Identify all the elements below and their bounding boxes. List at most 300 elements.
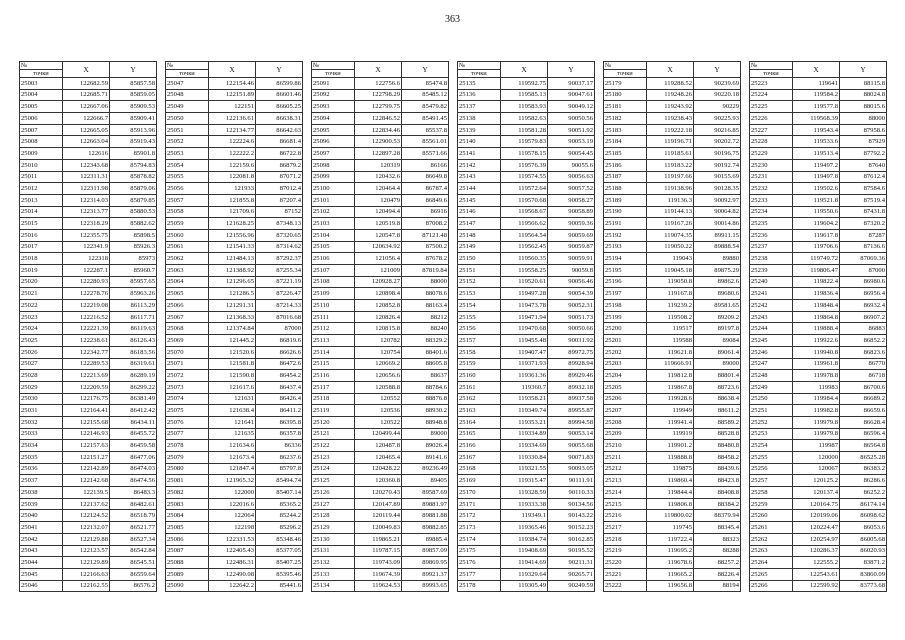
- point-number: 25237: [750, 241, 793, 253]
- x-coordinate: 122313.77: [63, 206, 110, 218]
- table-row: [604, 358, 741, 370]
- point-number: 25105: [312, 241, 355, 253]
- table-row: [166, 218, 303, 230]
- x-coordinate: 122137.62: [63, 498, 110, 510]
- point-number: 25073: [166, 381, 209, 393]
- table-row: [166, 475, 303, 487]
- x-coordinate: 120464.4: [355, 183, 402, 195]
- y-coordinate: 90202.72: [694, 136, 741, 148]
- x-coordinate: 120286.37: [793, 545, 840, 557]
- y-coordinate: 89937.58: [548, 393, 595, 405]
- y-coordinate: 86119.63: [110, 323, 157, 335]
- table-row: [20, 276, 157, 288]
- x-coordinate: 121635: [209, 428, 256, 440]
- x-coordinate: 119919: [647, 428, 694, 440]
- point-number: 25213: [604, 475, 647, 487]
- point-number: 25136: [458, 89, 501, 101]
- table-row: [312, 300, 449, 312]
- point-number: 25058: [166, 206, 209, 218]
- point-number: 25132: [312, 557, 355, 569]
- y-coordinate: 90053.14: [548, 428, 595, 440]
- table-row: [20, 522, 157, 534]
- y-coordinate: 90211.31: [548, 557, 595, 569]
- x-coordinate: 120067: [793, 463, 840, 475]
- point-number: 25133: [312, 568, 355, 580]
- x-coordinate: 119329.64: [501, 568, 548, 580]
- point-number: 25056: [166, 183, 209, 195]
- x-coordinate: 119497.8: [793, 171, 840, 183]
- x-coordinate: 122166.63: [63, 568, 110, 580]
- point-number: 25258: [750, 487, 793, 499]
- table-row: [604, 194, 741, 206]
- y-coordinate: 90050.56: [548, 113, 595, 125]
- table-row: [166, 487, 303, 499]
- table-row: [20, 381, 157, 393]
- table-row: [312, 253, 449, 265]
- y-coordinate: 86336: [256, 440, 303, 452]
- y-coordinate: 87612.4: [840, 171, 887, 183]
- table-row: [166, 159, 303, 171]
- point-number: 25116: [312, 370, 355, 382]
- point-number: 25141: [458, 148, 501, 160]
- y-coordinate: 85963.26: [110, 288, 157, 300]
- point-number: 25264: [750, 557, 793, 569]
- y-coordinate: 86299.22: [110, 381, 157, 393]
- y-coordinate: 88528.8: [694, 428, 741, 440]
- table-row: [20, 206, 157, 218]
- x-coordinate: 119144.13: [647, 206, 694, 218]
- y-coordinate: 90195.52: [548, 545, 595, 557]
- x-coordinate: 122846.52: [355, 113, 402, 125]
- y-coordinate: 88638.4: [694, 393, 741, 405]
- table-row: [750, 253, 887, 265]
- table-row: [20, 136, 157, 148]
- x-coordinate: 119806.47: [793, 265, 840, 277]
- x-coordinate: 119984.4: [793, 393, 840, 405]
- y-coordinate: 89857.09: [402, 545, 449, 557]
- table-row: [458, 159, 595, 171]
- x-coordinate: 119197.66: [647, 171, 694, 183]
- point-number: 25183: [604, 124, 647, 136]
- x-coordinate: 119471.94: [501, 311, 548, 323]
- point-number: 25128: [312, 510, 355, 522]
- table-row: [458, 288, 595, 300]
- point-number: 25087: [166, 545, 209, 557]
- table-row: [312, 428, 449, 440]
- point-number: 25197: [604, 288, 647, 300]
- point-number: 25239: [750, 265, 793, 277]
- point-number: 25180: [604, 89, 647, 101]
- y-coordinate: 89881.97: [402, 498, 449, 510]
- x-coordinate: 119330.84: [501, 452, 548, 464]
- y-coordinate: 86819.6: [256, 335, 303, 347]
- table-row: [458, 171, 595, 183]
- header-y: Y: [840, 62, 887, 78]
- point-number: 25179: [604, 78, 647, 90]
- y-coordinate: 86559.64: [110, 568, 157, 580]
- x-coordinate: 120000: [793, 452, 840, 464]
- point-number: 25247: [750, 358, 793, 370]
- y-coordinate: 86020.93: [840, 545, 887, 557]
- y-coordinate: 90249.59: [548, 580, 595, 592]
- point-number: 25110: [312, 300, 355, 312]
- table-row: [750, 510, 887, 522]
- x-coordinate: 119334.69: [501, 440, 548, 452]
- point-number: 25163: [458, 405, 501, 417]
- table-row: [458, 428, 595, 440]
- x-coordinate: 119961.8: [793, 358, 840, 370]
- y-coordinate: 85909.41: [110, 113, 157, 125]
- point-number: 25192: [604, 229, 647, 241]
- point-number: 25142: [458, 159, 501, 171]
- table-row: [166, 440, 303, 452]
- table-row: [604, 206, 741, 218]
- table-row: [750, 124, 887, 136]
- table-row: [312, 288, 449, 300]
- y-coordinate: 87314.62: [256, 241, 303, 253]
- x-coordinate: 119315.47: [501, 475, 548, 487]
- point-number: 25015: [20, 218, 63, 230]
- x-coordinate: 119558.25: [501, 265, 548, 277]
- x-coordinate: 122129.89: [63, 557, 110, 569]
- y-coordinate: 87121.48: [402, 229, 449, 241]
- point-number: 25018: [20, 253, 63, 265]
- x-coordinate: 119864.8: [793, 311, 840, 323]
- y-coordinate: 87431.8: [840, 206, 887, 218]
- point-number: 25160: [458, 370, 501, 382]
- y-coordinate: 88401.6: [402, 346, 449, 358]
- y-coordinate: 90155.69: [694, 171, 741, 183]
- table-row: [312, 370, 449, 382]
- header-tochki: точки: [458, 70, 501, 78]
- x-coordinate: 122064: [209, 510, 256, 522]
- y-coordinate: 88240: [402, 323, 449, 335]
- point-number: 25214: [604, 487, 647, 499]
- y-coordinate: 85244.2: [256, 510, 303, 522]
- point-number: 25055: [166, 171, 209, 183]
- x-coordinate: 121520.6: [209, 346, 256, 358]
- point-number: 25099: [312, 171, 355, 183]
- point-number: 25138: [458, 113, 501, 125]
- y-coordinate: 90037.17: [548, 78, 595, 90]
- y-coordinate: 90192.74: [694, 159, 741, 171]
- y-coordinate: 85957.65: [110, 276, 157, 288]
- y-coordinate: 88784.6: [402, 381, 449, 393]
- table-row: [166, 288, 303, 300]
- point-number: 25020: [20, 276, 63, 288]
- y-coordinate: 88384.2: [694, 498, 741, 510]
- table-row: [750, 522, 887, 534]
- y-coordinate: 86474.56: [110, 475, 157, 487]
- y-coordinate: 86883: [840, 323, 887, 335]
- x-coordinate: 119365.46: [501, 522, 548, 534]
- x-coordinate: 119321.55: [501, 463, 548, 475]
- x-coordinate: 119578.15: [501, 148, 548, 160]
- y-coordinate: 89869.95: [402, 557, 449, 569]
- point-number: 25100: [312, 183, 355, 195]
- point-number: 25188: [604, 183, 647, 195]
- x-coordinate: 122756.6: [355, 78, 402, 90]
- y-coordinate: 85395.46: [256, 568, 303, 580]
- x-coordinate: 121056.4: [355, 253, 402, 265]
- x-coordinate: 121581.8: [209, 358, 256, 370]
- point-number: 25161: [458, 381, 501, 393]
- y-coordinate: 86166: [402, 159, 449, 171]
- y-coordinate: 89994.58: [548, 416, 595, 428]
- x-coordinate: 122289.53: [63, 358, 110, 370]
- x-coordinate: 119222.18: [647, 124, 694, 136]
- header-tochki: точки: [20, 70, 63, 78]
- y-coordinate: 88194: [694, 580, 741, 592]
- point-number: 25072: [166, 370, 209, 382]
- y-coordinate: 86319.61: [110, 358, 157, 370]
- table-row: [750, 533, 887, 545]
- point-number: 25117: [312, 381, 355, 393]
- point-number: 25146: [458, 206, 501, 218]
- table-row: [312, 148, 449, 160]
- x-coordinate: 122318.29: [63, 218, 110, 230]
- y-coordinate: 88024.8: [840, 89, 887, 101]
- y-coordinate: 90055.68: [548, 440, 595, 452]
- x-coordinate: 122224.6: [209, 136, 256, 148]
- table-row: [20, 568, 157, 580]
- y-coordinate: 89084: [694, 335, 741, 347]
- y-coordinate: 90047.61: [548, 89, 595, 101]
- y-coordinate: 88408.8: [694, 487, 741, 499]
- x-coordinate: 120499.44: [355, 428, 402, 440]
- point-number: 25211: [604, 452, 647, 464]
- point-number: 25150: [458, 253, 501, 265]
- table-row: [312, 498, 449, 510]
- point-number: 25254: [750, 440, 793, 452]
- point-number: 25103: [312, 218, 355, 230]
- coordinates-table-2: [165, 61, 303, 592]
- table-row: [312, 545, 449, 557]
- point-number: 25066: [166, 300, 209, 312]
- point-number: 25143: [458, 171, 501, 183]
- x-coordinate: 122000: [209, 487, 256, 499]
- x-coordinate: 119568.39: [793, 113, 840, 125]
- table-row: [312, 113, 449, 125]
- y-coordinate: 86542.84: [110, 545, 157, 557]
- x-coordinate: 119666.91: [647, 358, 694, 370]
- x-coordinate: 119901.2: [647, 440, 694, 452]
- y-coordinate: 86718: [840, 370, 887, 382]
- table-row: [312, 124, 449, 136]
- point-number: 25070: [166, 346, 209, 358]
- y-coordinate: 86852.2: [840, 335, 887, 347]
- y-coordinate: 89928.94: [548, 358, 595, 370]
- table-row: [458, 206, 595, 218]
- x-coordinate: 120547.8: [355, 229, 402, 241]
- y-coordinate: 88605.8: [402, 358, 449, 370]
- x-coordinate: 119248.26: [647, 89, 694, 101]
- table-row: [604, 183, 741, 195]
- x-coordinate: 120536: [355, 405, 402, 417]
- y-coordinate: 87292.37: [256, 253, 303, 265]
- x-coordinate: 119617.8: [793, 229, 840, 241]
- y-coordinate: 86879.2: [256, 159, 303, 171]
- x-coordinate: 122162.55: [63, 580, 110, 592]
- y-coordinate: 90054.39: [548, 288, 595, 300]
- y-coordinate: 89061.4: [694, 346, 741, 358]
- table-row: [312, 381, 449, 393]
- y-coordinate: 90196.75: [694, 148, 741, 160]
- table-row: [20, 265, 157, 277]
- point-number: 25164: [458, 416, 501, 428]
- point-number: 25040: [20, 510, 63, 522]
- x-coordinate: 119806.8: [647, 498, 694, 510]
- y-coordinate: 86286.6: [840, 475, 887, 487]
- table-row: [604, 510, 741, 522]
- y-coordinate: 88000: [402, 276, 449, 288]
- table-row: [604, 288, 741, 300]
- point-number: 25250: [750, 393, 793, 405]
- y-coordinate: 86596.4: [840, 428, 887, 440]
- point-number: 25193: [604, 241, 647, 253]
- header-y: Y: [110, 62, 157, 78]
- y-coordinate: 85348.46: [256, 533, 303, 545]
- table-row: [604, 253, 741, 265]
- y-coordinate: 85879.85: [110, 194, 157, 206]
- table-row: [458, 568, 595, 580]
- x-coordinate: 122682.59: [63, 78, 110, 90]
- table-row: [458, 311, 595, 323]
- table-row: [750, 78, 887, 90]
- header-no: №: [750, 62, 793, 70]
- table-row: [750, 557, 887, 569]
- point-number: 25129: [312, 522, 355, 534]
- table-row: [458, 440, 595, 452]
- point-number: 25216: [604, 510, 647, 522]
- point-number: 25191: [604, 218, 647, 230]
- point-number: 25115: [312, 358, 355, 370]
- point-number: 25119: [312, 405, 355, 417]
- y-coordinate: 86477.06: [110, 452, 157, 464]
- y-coordinate: 88930.2: [402, 405, 449, 417]
- table-row: [458, 124, 595, 136]
- x-coordinate: 120815.8: [355, 323, 402, 335]
- x-coordinate: 120147.89: [355, 498, 402, 510]
- point-number: 25169: [458, 475, 501, 487]
- y-coordinate: 86564.8: [840, 440, 887, 452]
- table-row: [604, 159, 741, 171]
- y-coordinate: 88480.8: [694, 440, 741, 452]
- y-coordinate: 86183.56: [110, 346, 157, 358]
- x-coordinate: 122198: [209, 522, 256, 534]
- x-coordinate: 122599.92: [793, 580, 840, 592]
- y-coordinate: 90031.92: [548, 335, 595, 347]
- point-number: 25156: [458, 323, 501, 335]
- x-coordinate: 119502.6: [793, 183, 840, 195]
- x-coordinate: 119560.35: [501, 253, 548, 265]
- table-row: [312, 568, 449, 580]
- y-coordinate: 90265.71: [548, 568, 595, 580]
- table-row: [750, 276, 887, 288]
- y-coordinate: 90058.27: [548, 194, 595, 206]
- x-coordinate: 122799.75: [355, 101, 402, 113]
- x-coordinate: 122159.6: [209, 159, 256, 171]
- x-coordinate: 122155.68: [63, 416, 110, 428]
- x-coordinate: 119543.4: [793, 124, 840, 136]
- y-coordinate: 85878.82: [110, 171, 157, 183]
- y-coordinate: 89236.49: [402, 463, 449, 475]
- x-coordinate: 119592.75: [501, 78, 548, 90]
- point-number: 25089: [166, 568, 209, 580]
- point-number: 25118: [312, 393, 355, 405]
- x-coordinate: 122081.8: [209, 171, 256, 183]
- y-coordinate: 88288: [694, 545, 741, 557]
- y-coordinate: 86605.25: [256, 101, 303, 113]
- table-row: [750, 311, 887, 323]
- y-coordinate: 86174.14: [840, 498, 887, 510]
- table-row: [166, 498, 303, 510]
- y-coordinate: 85479.82: [402, 101, 449, 113]
- point-number: 25124: [312, 463, 355, 475]
- header-x: X: [647, 62, 694, 78]
- y-coordinate: 86411.2: [256, 405, 303, 417]
- x-coordinate: 122287.1: [63, 265, 110, 277]
- table-row: [458, 218, 595, 230]
- table-row: [166, 568, 303, 580]
- y-coordinate: 87958.6: [840, 124, 887, 136]
- table-row: [312, 580, 449, 592]
- point-number: 25153: [458, 288, 501, 300]
- point-number: 25241: [750, 288, 793, 300]
- x-coordinate: 122157.63: [63, 440, 110, 452]
- x-coordinate: 121847.4: [209, 463, 256, 475]
- y-coordinate: 87008.2: [402, 218, 449, 230]
- table-row: [458, 358, 595, 370]
- table-row: [458, 101, 595, 113]
- x-coordinate: 119550.6: [793, 206, 840, 218]
- x-coordinate: 122016.6: [209, 498, 256, 510]
- table-row: [750, 183, 887, 195]
- y-coordinate: 85485.12: [402, 89, 449, 101]
- y-coordinate: 85879.06: [110, 183, 157, 195]
- y-coordinate: 90225.93: [694, 113, 741, 125]
- point-number: 25234: [750, 206, 793, 218]
- point-number: 25199: [604, 311, 647, 323]
- y-coordinate: 88439.6: [694, 463, 741, 475]
- point-number: 25050: [166, 113, 209, 125]
- point-number: 25256: [750, 463, 793, 475]
- x-coordinate: 119167.26: [647, 218, 694, 230]
- point-number: 25031: [20, 405, 63, 417]
- y-coordinate: 85365.2: [256, 498, 303, 510]
- table-row: [20, 405, 157, 417]
- x-coordinate: 120669.2: [355, 358, 402, 370]
- point-number: 25120: [312, 416, 355, 428]
- table-row: [166, 101, 303, 113]
- x-coordinate: 119497.28: [501, 288, 548, 300]
- table-row: [312, 218, 449, 230]
- point-number: 25017: [20, 241, 63, 253]
- x-coordinate: 119470.68: [501, 323, 548, 335]
- point-number: 25083: [166, 498, 209, 510]
- y-coordinate: 87792.2: [840, 148, 887, 160]
- point-number: 25081: [166, 475, 209, 487]
- point-number: 25225: [750, 101, 793, 113]
- y-coordinate: 90093.05: [548, 463, 595, 475]
- header-tochki: точки: [750, 70, 793, 78]
- x-coordinate: 119473.78: [501, 300, 548, 312]
- x-coordinate: 119520.61: [501, 276, 548, 288]
- table-row: [20, 113, 157, 125]
- table-row: [458, 557, 595, 569]
- x-coordinate: 119922.6: [793, 335, 840, 347]
- table-row: [604, 148, 741, 160]
